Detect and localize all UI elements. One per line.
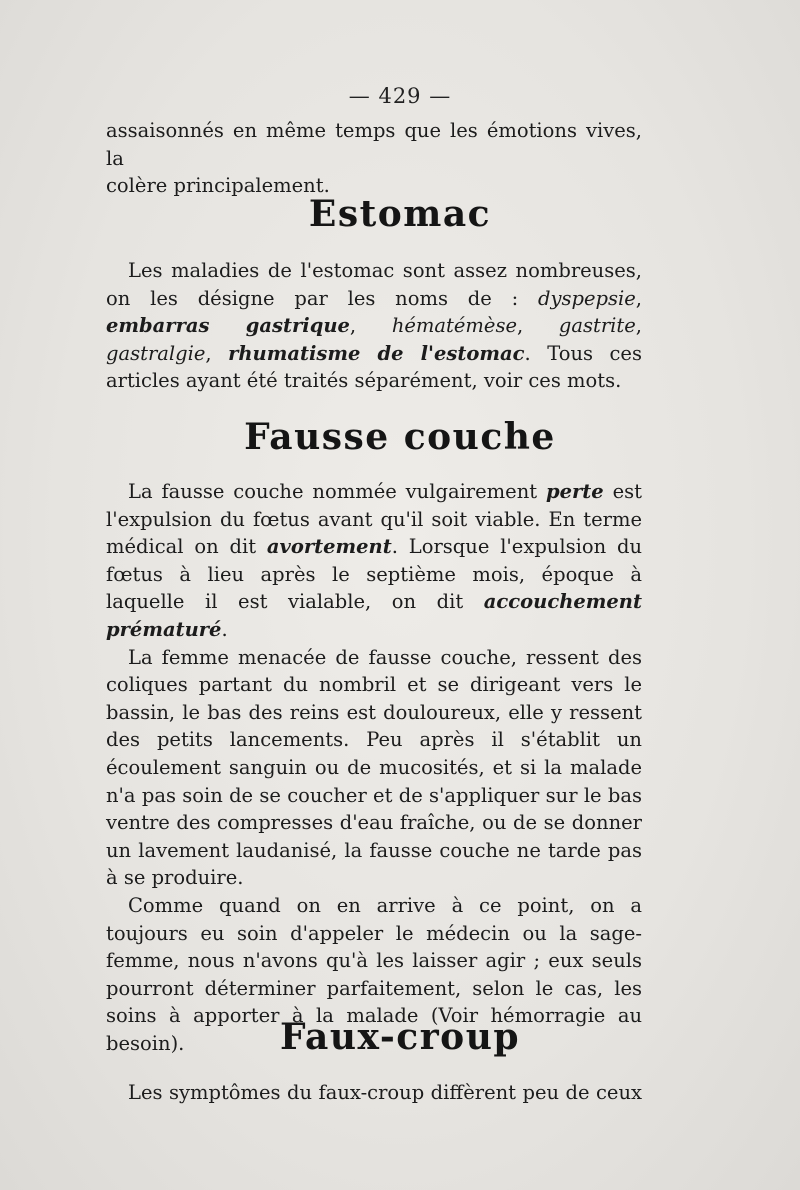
term-dyspepsie: dyspepsie <box>538 286 636 310</box>
estomac-section <box>106 257 642 395</box>
heading-estomac: Estomac <box>308 193 492 235</box>
term-perte: perte <box>545 480 604 503</box>
fc-p1-c: . Lorsque l'expulsion du fœtus à lieu après le septième mois, époque à laquelle il est vialable, on dit <box>106 535 643 614</box>
term-gastrite: gastrite <box>558 314 636 338</box>
intro-line-2: colère principalement. <box>106 174 330 198</box>
estomac-sep-4: , <box>635 314 642 338</box>
page-number: — 429 — <box>348 84 452 108</box>
fausse-couche-paragraph-1 <box>106 478 642 644</box>
estomac-sep-1: , <box>635 286 642 310</box>
fc-p1-a: La fausse couche nommée vulgairement <box>128 480 546 503</box>
estomac-paragraph <box>106 257 642 395</box>
estomac-sep-2: , <box>349 314 392 338</box>
fc-p1-d: . <box>221 617 228 641</box>
estomac-text-start: Les maladies de l'estomac sont assez nombreuses, on les désigne par les noms de : <box>106 259 642 310</box>
fausse-couche-paragraph-2: La femme menacée de fausse couche, ressent des coliques partant du nombril et se dirigeant vers le bassin, le bas des reins est douloureux, elle y ressent des petits lancements. Peu après il s'établit un écoulement sanguin ou de mucosités, et si la malade n'a pas soin de se coucher et de s'appliquer sur le bas ventre des compresses d'eau fraîche, ou de se donner un lavement laudanisé, la fausse couche ne tarde pas à se produire. <box>106 645 642 890</box>
intro-line-1: assaisonnés en même temps que les émotions vives, la <box>106 119 642 170</box>
faux-croup-paragraph: Les symptômes du faux-croup diffèrent peu de ceux <box>128 1081 642 1104</box>
term-avortement: avortement <box>266 535 392 559</box>
heading-faux-croup: Faux-croup <box>279 1016 521 1058</box>
term-gastralgie: gastralgie <box>106 341 206 365</box>
estomac-sep-3: , <box>517 314 559 338</box>
fausse-couche-section <box>106 478 642 1057</box>
fausse-couche-paragraph-3: Comme quand on en arrive à ce point, on a toujours eu soin d'appeler le médecin ou la sage-femme, nous n'avons qu'à les laisser agir ; eux seuls pourront déterminer parfaitement, selon le cas, les soins à apporter à la malade (Voir hémorragie au besoin). <box>106 893 642 1055</box>
term-hematemese: hématémèse <box>391 314 517 338</box>
term-embarras-gastrique: embarras gastrique <box>106 314 350 338</box>
heading-fausse-couche: Fausse couche <box>244 416 556 458</box>
intro-paragraph <box>106 117 642 200</box>
estomac-text-end: . Tous ces articles ayant été traités séparément, voir ces mots. <box>106 341 642 393</box>
term-rhumatisme-estomac: rhumatisme de l'estomac <box>228 341 525 365</box>
faux-croup-section <box>106 1079 642 1107</box>
fc-p1-b: est l'expulsion du fœtus avant qu'il soit viable. En terme médical on dit <box>106 480 642 559</box>
estomac-sep-5: , <box>205 341 229 365</box>
term-accouchement-premature: accouchement prématuré <box>106 590 642 641</box>
